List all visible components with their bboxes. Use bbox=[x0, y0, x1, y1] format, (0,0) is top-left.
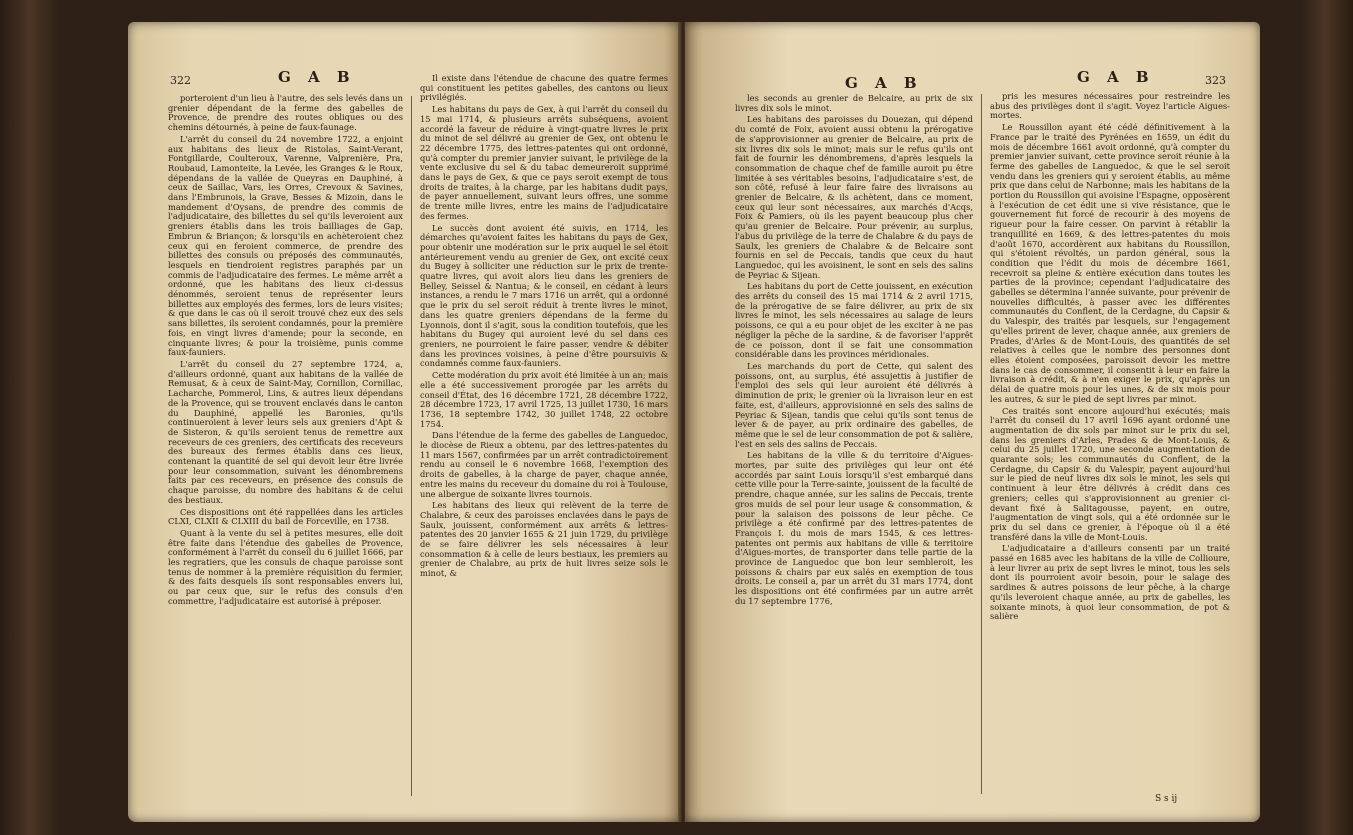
paragraph: Dans l'étendue de la ferme des gabelles de Languedoc, le diocèse de Rieux a obtenu, par des lettres-patentes du 11 mars 1567, confirmées par un arrêt contradictoirement rendu au conseil le 6 novembre 1668, l'exemption des droits de gabelles, à la charge de payer, chaque année, entre les mains du receveur du domaine du roi à Toulouse, une albergue de soixante livres tournois. bbox=[420, 430, 668, 499]
right-column-1 bbox=[735, 94, 973, 609]
paragraph: Les habitans de la ville & du territoire d'Aigues-mortes, par suite des privilèges qui leur ont été accordés par saint Louis lorsqu'il s'est embarqué dans cette ville pour la Terre-sainte, jouissent de la faculté de prendre, chaque année, sur les salins de Peccais, trente gros muids de sel pour leur usage & consommation, & pour la salaison des poissons de leur pêche. Ce privilège a été confirmé par des lettres-patentes de François I. du mois de mars 1545, & ces lettres-patentes ont permis aux habitans de ville & territoire d'Aigues-mortes, de transporter dans telle partie de la province de Languedoc que bon leur sembleroit, les poissons & chairs par eux salés en exemption de tous droits. Le conseil a, par un arrêt du 31 mars 1774, dont les dispositions ont été confirmées par un autre arrêt du 17 septembre 1776, bbox=[735, 450, 973, 606]
paragraph: Ces dispositions ont été rappellées dans les articles CLXI, CLXII & CLXIII du bail de Forceville, en 1738. bbox=[168, 506, 403, 527]
paragraph: Cette modération du prix avoit été limitée à un an; mais elle a été successivement prorogée par les arrêts du conseil d'État, des 16 décembre 1721, 28 décembre 1722, 28 décembre 1723, 17 avril 1725, 13 juillet 1730, 16 mars 1736, 18 septembre 1742, 30 juillet 1748, 22 octobre 1754. bbox=[420, 370, 668, 429]
paragraph: Ces traités sont encore aujourd'hui exécutés; mais l'arrêt du conseil du 17 avril 1696 ayant ordonné une augmentation de dix sols par minot sur le prix du sel, dans les greniers d'Arles, Prades & de Mont-Louis, & celui du 25 juillet 1720, une seconde augmentation de quarante sols; les communautés du Conflent, de la Cerdagne, du Capsir & du Valespir, payent aujourd'hui sur le pied de neuf livres dix sols le minot, les sels qui continuent à leur être délivrés à crédit dans ces greniers; celles qui s'approvisionnent au grenier ci-devant fixé à Salitagousse, payent, en outre, l'augmentation de vingt sols, qui a été ordonnée sur le prix du sel dans ce grenier, à l'époque où il a été transféré dans la ville de Mont-Louis. bbox=[990, 405, 1230, 542]
paragraph: Les habitans des paroisses du Douezan, qui dépend du comté de Foix, avoient aussi obtenu la prérogative de s'approvisionner au grenier de Belcaire, au prix de six livres dix sols le minot; mais sur le refus qu'ils ont fait de fournir les dénombremens, d'après lesquels la consommation de chaque chef de famille auroit pu être limitée à ses véritables besoins, l'adjudicataire s'est, de son côté, refusé à leur faire faire des livraisons au grenier de Belcaire, & ils achètent, dans ce moment, ceux qui leur sont nécessaires, aux marchés d'Acqs, Foix & Pamiers, où ils les payent beaucoup plus cher qu'au grenier de Belcaire. Pour prévenir, au surplus, l'abus du privilège de la terre de Chalabre & du pays de Saulx, les greniers de Chalabre & de Belcaire sont fournis en sel de Peccais, tandis que ceux du haut Languedoc, qui les avoisinent, le sont en sels des salins de Peyriac & Sijean. bbox=[735, 114, 973, 280]
paragraph: Les habitans du pays de Gex, à qui l'arrêt du conseil du 15 mai 1714, & plusieurs arrêts subséquens, avoient accordé la faveur de réduire à vingt-quatre livres le prix du minot de sel délivré au grenier de Gex, ont obtenu le 22 décembre 1775, des lettres-patentes qui ont ordonné, qu'à compter du premier janvier suivant, le privilège de la vente exclusive du sel & du tabac demeureroit supprimé dans le pays de Gex, & que ce pays seroit exempt de tous droits de traites, à la charge, par les habitans dudit pays, de payer annuellement, suivant leurs offres, une somme de trente mille livres, entre les mains de l'adjudicataire des fermes. bbox=[420, 104, 668, 221]
paragraph: Les marchands du port de Cette, qui salent des poissons, ont, au surplus, été assujettis à justifier de l'emploi des sels qui leur auroient été délivrés à diminution de prix; le grenier où la livraison leur en est faite, est, d'ailleurs, approvisionné en sels des salins de Peyriac & Sijean, tandis que celui qu'ils sont tenus de lever & de payer, au prix ordinaire des gabelles, de même que le sel de leur consommation de pot & salière, l'est en sels des salins de Peccais. bbox=[735, 360, 973, 449]
right-page bbox=[685, 22, 1260, 822]
paragraph: Les habitans du port de Cette jouissent, en exécution des arrêts du conseil des 15 mai 1714 & 2 avril 1715, de la prérogative de se faire délivrer, au prix de six livres le minot, les sels nécessaires au salage de leurs poissons, ce qui a eu pour objet de les exciter à ne pas négliger la pêche de la sardine, & de favoriser l'apprêt de ce poisson, dont il se fait une consommation considérable dans les provinces méridionales. bbox=[735, 281, 973, 360]
running-head-right-2: G A B bbox=[1077, 68, 1155, 86]
paragraph: Le Roussillon ayant été cédé définitivement à la France par le traité des Pyrénées en 1659, un édit du mois de décembre 1661 avoit ordonné, qu'à compter du premier janvier suivant, cette province seroit réunie à la ferme des gabelles de Languedoc, & que le sel seroit vendu dans les greniers qui y seroient établis, au même prix que dans celui de Narbonne; mais les habitans de la portion du Roussillon qui avoisine l'Espagne, opposèrent à l'exécution de cet édit une si vive résistance, que le gouvernement fut forcé de recourir à des moyens de rigueur pour la faire cesser. On parvint à rétablir la tranquillité en 1669, & des lettres-patentes du mois d'août 1670, accordèrent aux habitans du Roussillon, qui s'étoient révoltés, un pardon général, sous la condition que l'édit du mois de décembre 1661, recevroit sa pleine & entière exécution dans toutes les parties de la province; cependant l'adjudicataire des gabelles se détermina l'année suivante, pour prévenir de nouvelles difficultés, à passer avec les différentes communautés du Conflent, de la Cerdagne, du Capsir & du Valespir, des traités par lesquels, sur l'engagement qu'elles prirent de lever, chaque année, aux greniers de Prades, d'Arles & de Mont-Louis, des quantités de sel relatives à celles que le nombre des personnes dont elles étoient composées, paroissoit devoir les mettre dans le cas de consommer, il consentit à leur en faire la livraison à crédit, & à n'en exiger le prix, qu'après un délai de quatre mois pour les unes, & de six mois pour les autres, & sur le pied de sept livres par minot. bbox=[990, 122, 1230, 404]
signature-mark: S s ij bbox=[1155, 794, 1178, 804]
column-rule bbox=[981, 94, 982, 794]
paragraph: les seconds au grenier de Belcaire, au prix de six livres dix sols le minot. bbox=[735, 93, 973, 113]
paragraph: pris les mesures nécessaires pour restreindre les abus des privilèges dont il s'agit. Voyez l'article Aigues-mortes. bbox=[990, 91, 1230, 121]
paragraph: L'adjudicataire a d'ailleurs consenti par un traité passé en 1685 avec les habitans de la ville de Collioure, à leur livrer au prix de sept livres le minot, tous les sels dont ils pourroient avoir besoin, pour le salage des sardines & autres poissons de leur pêche, à la charge qu'ils leveroient chaque année, au prix de gabelles, les soixante minots, à quoi leur consommation, de pot & salière bbox=[990, 543, 1230, 622]
right-column-2 bbox=[990, 92, 1230, 624]
left-page bbox=[128, 22, 681, 822]
running-head-right-1: G A B bbox=[845, 74, 923, 92]
page-number-left: 322 bbox=[170, 74, 191, 87]
column-rule bbox=[411, 96, 412, 796]
running-head-left: G A B bbox=[278, 68, 356, 86]
paragraph: L'arrêt du conseil du 27 septembre 1724, a, d'ailleurs ordonné, quant aux habitans de la vallée de Remusat, & à ceux de Saint-May, Cornillon, Cornillac, Lacharche, Pommerol, Lins, & autres lieux dépendans de la Provence, qui se trouvent enclavés dans le canton du Dauphiné, appellé les Baronies, qu'ils continueroient à lever leurs sels aux greniers d'Apt & de Sisteron, & qu'ils seroient tenus de remettre aux receveurs de ces greniers, des certificats des receveurs des bureaux des fermes établis dans ces lieux, contenant la quantité de sel qui devoit leur être livrée pour leur consommation, suivant les dénombremens faits par ces receveurs, en présence des consuls de chaque paroisse, du nombre des habitans & de celui des bestiaux. bbox=[168, 358, 403, 505]
page-number-right: 323 bbox=[1205, 74, 1226, 87]
paragraph: L'arrêt du conseil du 24 novembre 1722, a enjoint aux habitans des lieux de Ristolas, Saint-Verant, Fontgillarde, Coulteroux, Varenne, Valprenière, Pra, Roubaud, Lamonteite, la Levée, les Granges & le Roux, dépendans de la vallée de Queyras en Dauphiné, à ceux de Saillac, Vars, les Orres, Crevoux & Savines, dans l'Embrunois, la Grave, Besses & Mizoin, dans le mandement d'Oysans, de prendre des commis de l'adjudicataire, des billettes du sel qu'ils leveroient aux greniers établis dans les trois bailliages de Gap, Embrun & Briançon; & lorsqu'ils en achèteroient chez ceux qui en feroient commerce, de prendre des billettes des consuls ou préposés des communautés, lesquels en tiendroient registres paraphés par un commis de l'adjudicataire des fermes. Le même arrêt a ordonné, que les habitans des lieux ci-dessus dénommés, seroient tenus de représenter leurs billettes aux employés des fermes, lors de leurs visites; & que dans le cas où il seroit trouvé chez eux des sels sans billettes, ils seroient condamnés, pour la première fois, en vingt livres d'amende; pour la seconde, en cinquante livres; & pour la troisième, punis comme faux-fauniers. bbox=[168, 133, 403, 358]
left-column-1 bbox=[168, 94, 403, 609]
paragraph: Quant à la vente du sel à petites mesures, elle doit être faite dans l'étendue des gabelles de Provence, conformément à l'arrêt du conseil du 6 juillet 1666, par les regratiers, que les consuls de chaque paroisse sont tenus de nommer à la première réquisition du fermier, & des faits desquels ils sont responsables envers lui, ou par ceux que, sur le refus des consuls d'en commettre, l'adjudicataire est autorisé à préposer. bbox=[168, 527, 403, 606]
paragraph: porteroient d'un lieu à l'autre, des sels levés dans un grenier dépendant de la ferme des gabelles de Provence, de prendre des routes obliques ou des chemins détournés, à peine de faux-faunage. bbox=[168, 93, 403, 133]
paragraph: Le succès dont avoient été suivis, en 1714, les démarches qu'avoient faites les habitans du pays de Gex, pour obtenir une modération sur le prix auquel le sel étoit antérieurement vendu au grenier de Gex, ont excité ceux du Bugey à solliciter une réduction sur le prix de trente-quatre livres, qui avoit alors lieu dans les greniers de Belley, Seissel & Nantua; & le conseil, en cédant à leurs instances, a rendu le 7 mars 1716 un arrêt, qui a ordonné que le prix du sel seroit réduit à trente livres le minot, dans les quatre greniers dépendans de la ferme du Lyonnois, dont il s'agit, sous la condition toutefois, que les habitans du Bugey qui auroient levé du sel dans ces greniers, ne pourroient le faire passer, vendre & débiter dans les provinces voisines, à peine d'être poursuivis & condamnés comme faux-fauniers. bbox=[420, 222, 668, 369]
paragraph: Les habitans des lieux qui relèvent de la terre de Chalabre, & ceux des paroisses enclavées dans le pays de Saulx, jouissent, conformément aux arrêts & lettres-patentes des 20 janvier 1655 & 21 juin 1729, du privilège de se faire délivrer les sels nécessaires à leur consommation & à celle de leurs bestiaux, les premiers au grenier de Chalabre, au prix de huit livres seize sols le minot, & bbox=[420, 500, 668, 579]
left-column-2 bbox=[420, 74, 668, 581]
paragraph: Il existe dans l'étendue de chacune des quatre fermes qui constituent les petites gabelles, des cantons ou lieux privilégiés. bbox=[420, 73, 668, 103]
